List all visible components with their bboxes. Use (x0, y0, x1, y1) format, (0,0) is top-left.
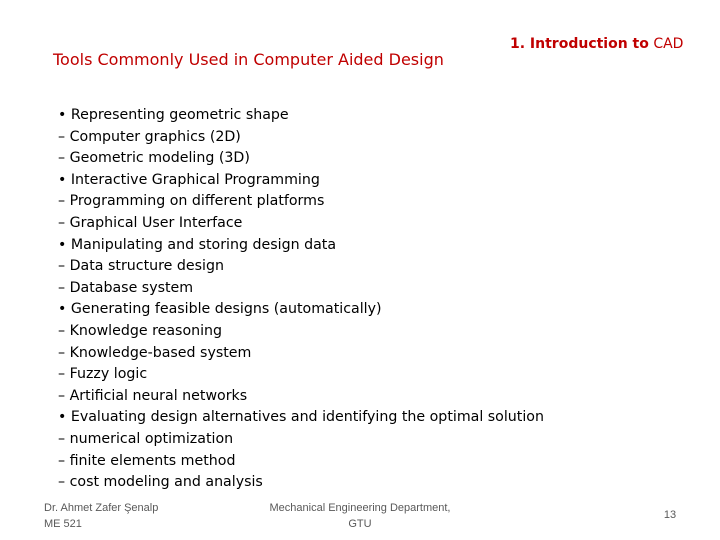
list-item: – Database system (58, 279, 194, 296)
list-item: • Interactive Graphical Programming (58, 171, 320, 188)
list-item: – Knowledge reasoning (58, 322, 223, 339)
footer-course: ME 521 (44, 518, 82, 530)
slide-title: Tools Commonly Used in Computer Aided Design (53, 50, 444, 69)
footer-department-block (255, 500, 465, 532)
list-item: – Knowledge-based system (58, 344, 252, 361)
page-number: 13 (663, 509, 677, 521)
list-item: • Generating feasible designs (automatically) (58, 301, 382, 318)
list-item: – numerical optimization (58, 430, 234, 447)
list-item: – Graphical User Interface (58, 214, 243, 231)
footer-university: GTU (348, 518, 372, 530)
section-label-rest: CAD (648, 36, 684, 52)
list-item: • Representing geometric shape (58, 107, 289, 123)
section-label-bold: 1. Introduction to (510, 36, 649, 52)
section-label (510, 36, 683, 52)
content-list (58, 105, 544, 494)
list-item: – cost modeling and analysis (58, 474, 263, 491)
footer-department: Mechanical Engineering Department, (269, 502, 451, 514)
list-item: • Manipulating and storing design data (58, 236, 337, 253)
list-item: – Data structure design (58, 258, 224, 275)
footer-author-block (44, 500, 158, 532)
list-item: – Geometric modeling (3D) (58, 150, 250, 167)
list-item: – Computer graphics (2D) (58, 128, 241, 145)
list-item: – Programming on different platforms (58, 193, 325, 210)
list-item: – Artificial neural networks (58, 387, 248, 404)
list-item: – Fuzzy logic (58, 366, 148, 383)
footer-author: Dr. Ahmet Zafer Şenalp (44, 502, 159, 514)
list-item: – finite elements method (58, 452, 236, 469)
list-item: • Evaluating design alternatives and identifying the optimal solution (58, 409, 544, 426)
